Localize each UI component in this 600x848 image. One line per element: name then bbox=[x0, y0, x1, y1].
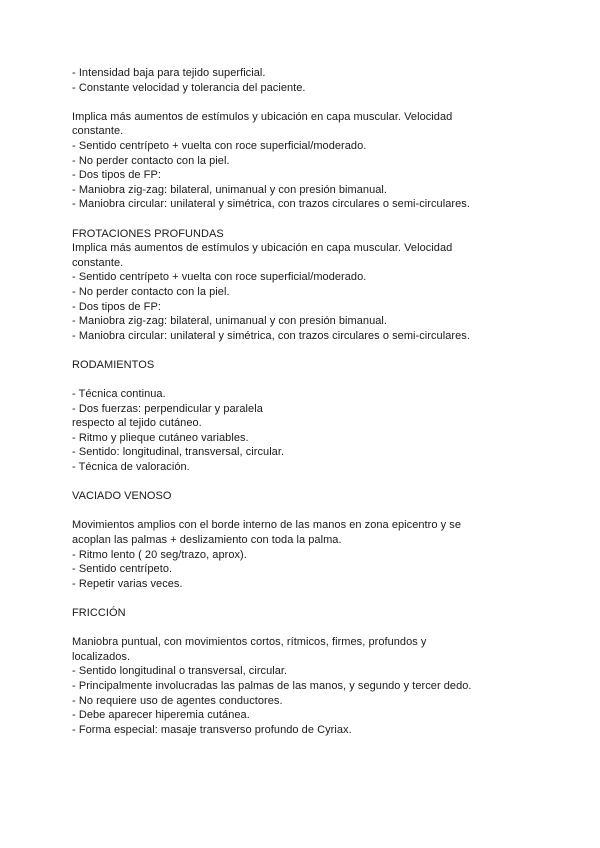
text-line: Implica más aumentos de estímulos y ubicación en capa muscular. Velocidad bbox=[72, 110, 453, 123]
text-line: constante. bbox=[72, 256, 124, 269]
spacer bbox=[72, 372, 542, 387]
text-line: - Maniobra zig-zag: bilateral, unimanual y con presión bimanual. bbox=[72, 315, 388, 328]
text-line: - Dos fuerzas: perpendicular y paralela bbox=[72, 402, 263, 415]
friccion-section bbox=[72, 606, 542, 737]
text-line: - Sentido centrípeto + vuelta con roce superficial/moderado. bbox=[72, 271, 367, 284]
text-line: Maniobra puntual, con movimientos cortos, rítmicos, firmes, profundos y bbox=[72, 636, 427, 649]
text-line: - Dos tipos de FP: bbox=[72, 169, 161, 182]
text-line: - Dos tipos de FP: bbox=[72, 300, 161, 313]
text-line: - Maniobra zig-zag: bilateral, unimanual y con presión bimanual. bbox=[72, 183, 388, 196]
text-line: - Forma especial: masaje transverso profundo de Cyriax. bbox=[72, 723, 352, 736]
spacer bbox=[72, 475, 542, 490]
text-line: - No requiere uso de agentes conductores. bbox=[72, 694, 283, 707]
intro-section bbox=[72, 66, 542, 95]
text-line: - Principalmente involucradas las palmas de las manos, y segundo y tercer dedo. bbox=[72, 679, 472, 692]
spacer bbox=[72, 95, 542, 110]
spacer bbox=[72, 504, 542, 519]
text-line: - Sentido centrípeto. bbox=[72, 563, 173, 576]
text-line: - Ritmo lento ( 20 seg/trazo, aprox). bbox=[72, 548, 247, 561]
text-line: - Sentido centrípeto + vuelta con roce superficial/moderado. bbox=[72, 139, 367, 152]
text-line: - No perder contacto con la piel. bbox=[72, 154, 230, 167]
text-line: - Maniobra circular: unilateral y simétrica, con trazos circulares o semi-circulares. bbox=[72, 329, 470, 342]
text-line: - Debe aparecer hiperemia cutánea. bbox=[72, 709, 250, 722]
text-line: - Repetir varias veces. bbox=[72, 577, 183, 590]
text-line: constante. bbox=[72, 125, 124, 138]
text-line: - Sentido longitudinal o transversal, circular. bbox=[72, 665, 288, 678]
text-line: localizados. bbox=[72, 650, 131, 663]
section-heading: FROTACIONES PROFUNDAS bbox=[72, 227, 224, 240]
block1-section bbox=[72, 110, 542, 212]
document-page bbox=[72, 66, 542, 737]
text-line: respecto al tejido cutáneo. bbox=[72, 417, 202, 430]
text-line: - Técnica continua. bbox=[72, 388, 166, 401]
section-heading: RODAMIENTOS bbox=[72, 358, 155, 371]
frotaciones-section bbox=[72, 227, 542, 344]
text-line: Implica más aumentos de estímulos y ubicación en capa muscular. Velocidad bbox=[72, 242, 453, 255]
vaciado-section bbox=[72, 489, 542, 591]
section-heading: VACIADO VENOSO bbox=[72, 490, 172, 503]
text-line: - Maniobra circular: unilateral y simétrica, con trazos circulares o semi-circulares. bbox=[72, 198, 470, 211]
section-heading: FRICCIÓN bbox=[72, 606, 126, 619]
text-line: - Ritmo y plieque cutáneo variables. bbox=[72, 431, 249, 444]
text-line: - Sentido: longitudinal, transversal, circular. bbox=[72, 446, 285, 459]
spacer bbox=[72, 621, 542, 636]
text-line: Movimientos amplios con el borde interno de las manos en zona epicentro y se bbox=[72, 519, 462, 532]
text-line: acoplan las palmas + deslizamiento con toda la palma. bbox=[72, 534, 342, 546]
rodamientos-section bbox=[72, 358, 542, 475]
spacer bbox=[72, 212, 542, 227]
text-line: - Constante velocidad y tolerancia del paciente. bbox=[72, 81, 306, 94]
spacer bbox=[72, 343, 542, 358]
text-line: - Intensidad baja para tejido superficial. bbox=[72, 67, 266, 79]
text-line: - Técnica de valoración. bbox=[72, 461, 190, 474]
text-line: - No perder contacto con la piel. bbox=[72, 285, 230, 298]
spacer bbox=[72, 591, 542, 606]
